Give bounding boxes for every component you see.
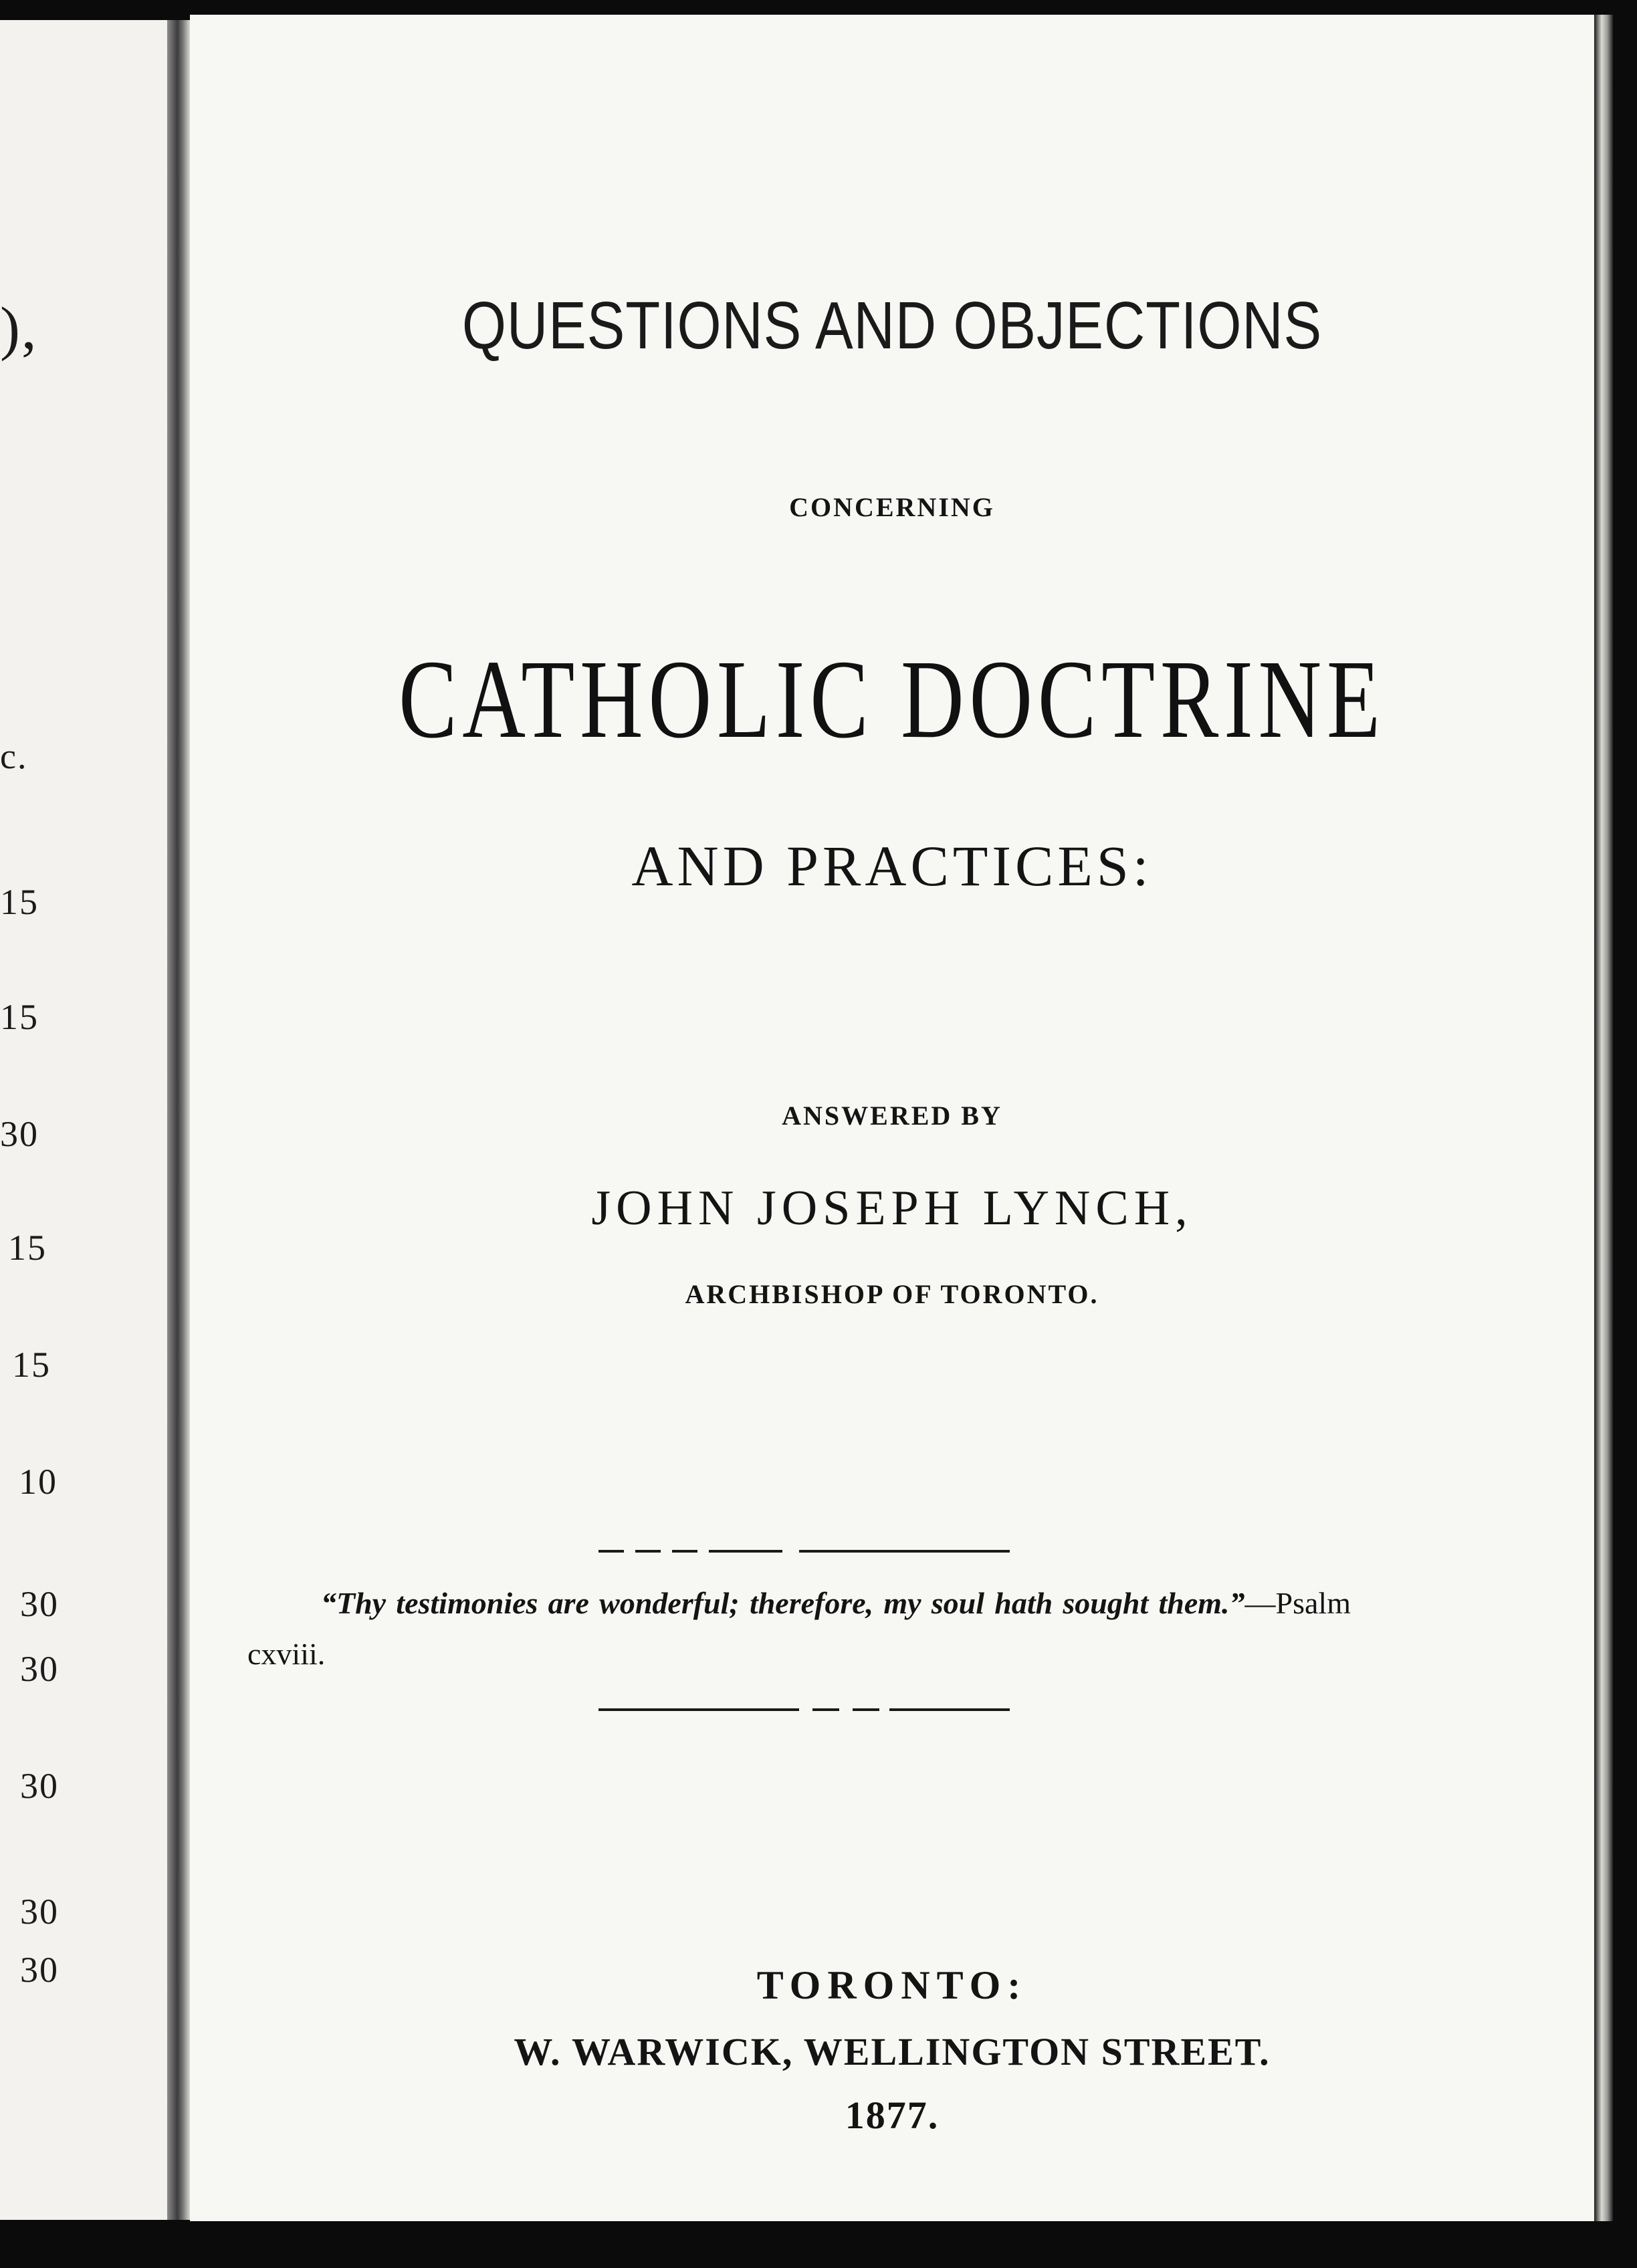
book-gutter: [167, 20, 190, 2220]
margin-number: 30: [20, 1584, 59, 1624]
imprint-publisher: W. WARWICK, WELLINGTON STREET.: [514, 2030, 1271, 2073]
imprint-year: 1877.: [845, 2093, 940, 2137]
margin-number: 15: [0, 882, 39, 922]
margin-number: 30: [0, 1114, 39, 1154]
title-line-1: QUESTIONS AND OBJECTIONS: [461, 288, 1323, 363]
margin-fragment: ),: [0, 296, 38, 362]
margin-abbrev: c.: [0, 736, 28, 776]
rule-line: [598, 1708, 799, 1711]
rule-line: [889, 1708, 1010, 1711]
rule-line: [799, 1550, 1010, 1553]
author-name: JOHN JOSEPH LYNCH,: [591, 1181, 1193, 1236]
page-edge: [1594, 15, 1613, 2221]
rule-dash: [812, 1708, 839, 1711]
margin-number: 30: [20, 1766, 59, 1806]
title-main: CATHOLIC DOCTRINE: [399, 637, 1386, 762]
rule-dash: [853, 1708, 879, 1711]
margin-number: 15: [0, 997, 39, 1037]
margin-number: 15: [8, 1228, 47, 1268]
concerning-line: CONCERNING: [789, 492, 995, 522]
margin-number: 10: [19, 1462, 58, 1502]
rule-dash: [709, 1550, 782, 1553]
margin-number: 30: [20, 1950, 59, 1990]
epigraph-citation: —Psalm cxviii.: [247, 1586, 1351, 1671]
epigraph-quote: “Thy testimonies are wonderful; therefore, my soul hath sought them.”: [321, 1586, 1245, 1620]
epigraph: [247, 1578, 1351, 1680]
imprint-city: TORONTO:: [756, 1963, 1028, 2007]
margin-number: 30: [20, 1892, 59, 1932]
margin-number: 30: [20, 1649, 59, 1689]
title-line-3: AND PRACTICES:: [631, 834, 1153, 898]
rule-dash: [598, 1550, 624, 1553]
answered-by-line: ANSWERED BY: [782, 1101, 1002, 1131]
rule-dash: [672, 1550, 697, 1553]
margin-number: 15: [12, 1345, 51, 1385]
rule-dash: [635, 1550, 661, 1553]
author-title: ARCHBISHOP OF TORONTO.: [685, 1279, 1099, 1309]
